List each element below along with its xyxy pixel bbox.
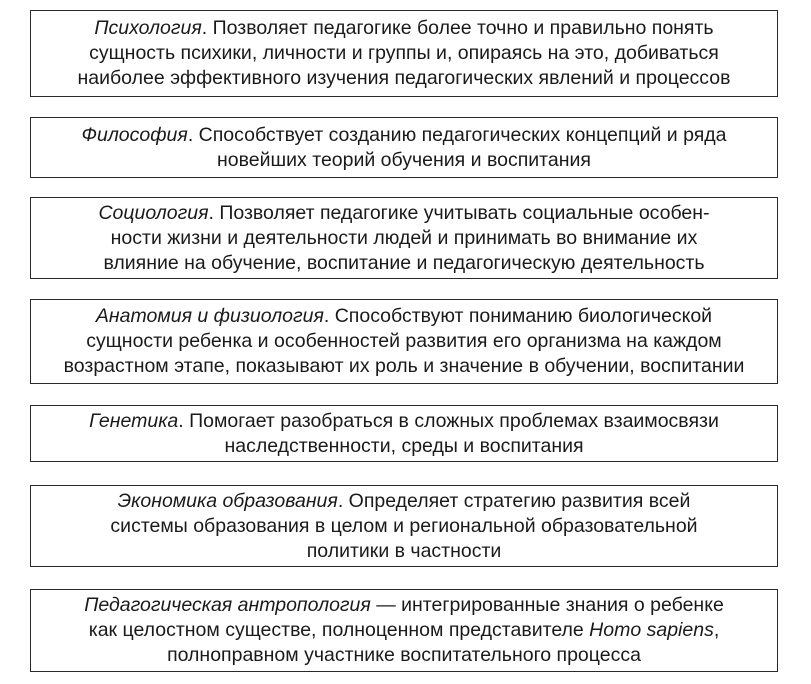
anatomy-physiology-line-1: . Способствуют пониманию биологической: [323, 305, 713, 327]
pedagogical-anthropology-text: [84, 593, 724, 668]
sociology-line-3: влияние на обучение, воспитание и педагогическую деятельность: [103, 251, 705, 274]
genetics-term: Генетика: [89, 409, 179, 432]
psychology-text: [78, 16, 731, 91]
philosophy-box: [30, 117, 778, 178]
education-economics-line-2: системы образования в целом и региональной образовательной: [110, 514, 698, 537]
anatomy-physiology-term: Анатомия и физиология: [95, 305, 324, 327]
education-economics-term: Экономика образования: [117, 489, 338, 512]
philosophy-term: Философия: [81, 123, 188, 146]
psychology-line-2: сущность психики, личности и группы и, опираясь на это, добиваться: [89, 42, 719, 64]
pedagogical-anthropology-line-2-start: как целостном существе, полноценном представителе: [88, 619, 590, 641]
genetics-line-2: наследственности, среды и воспитания: [224, 434, 584, 457]
philosophy-line-1: . Способствует созданию педагогических концепций и ряда: [187, 123, 727, 146]
pedagogical-anthropology-line-3: полноправном участнике воспитательного процесса: [167, 644, 641, 666]
psychology-line-3: наиболее эффективного изучения педагогических явлений и процессов: [77, 67, 731, 89]
anatomy-physiology-line-2: сущности ребенка и особенностей развития его организма на каждом: [86, 330, 722, 352]
sociology-box: [30, 197, 778, 279]
psychology-term: Психология: [94, 17, 202, 39]
philosophy-text: [81, 123, 726, 173]
education-economics-line-1: . Определяет стратегию развития всей: [337, 489, 691, 512]
genetics-box: [30, 405, 778, 462]
pedagogical-anthropology-line-2-end: ,: [713, 619, 720, 641]
anatomy-physiology-text: [64, 304, 745, 379]
psychology-box: [30, 10, 778, 97]
sociology-line-2: ности жизни и деятельности людей и принимать во внимание их: [110, 226, 698, 249]
education-economics-box: [30, 485, 778, 567]
homo-sapiens-term: Homo sapiens: [589, 619, 714, 641]
psychology-line-1: . Позволяет педагогике более точно и правильно понять: [201, 17, 714, 39]
anatomy-physiology-box: [30, 299, 778, 384]
genetics-line-1: . Помогает разобраться в сложных проблемах взаимосвязи: [178, 409, 719, 432]
pedagogical-anthropology-term: Педагогическая антропология: [84, 594, 371, 616]
philosophy-line-2: новейших теорий обучения и воспитания: [217, 148, 591, 171]
genetics-text: [89, 409, 719, 459]
pedagogical-anthropology-box: [30, 589, 778, 672]
education-economics-line-3: политики в частности: [306, 539, 502, 562]
sociology-line-1: . Позволяет педагогике учитывать социальные особен-: [208, 201, 710, 224]
sociology-term: Социология: [98, 201, 209, 224]
pedagogical-anthropology-line-1: — интегрированные знания о ребенке: [370, 594, 724, 616]
anatomy-physiology-line-3: возрастном этапе, показывают их роль и значение в обучении, воспитании: [63, 355, 745, 377]
education-economics-text: [110, 489, 697, 564]
sociology-text: [98, 201, 709, 276]
